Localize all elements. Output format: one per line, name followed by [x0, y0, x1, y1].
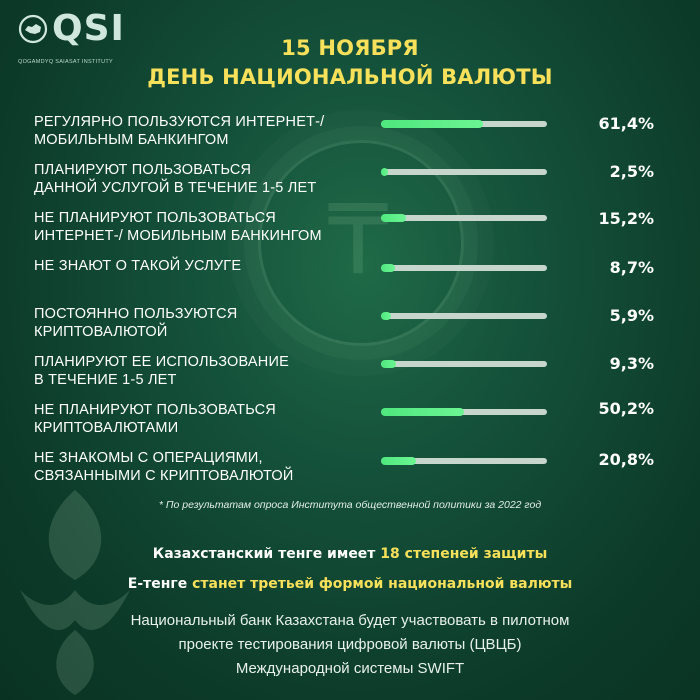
stat-value: 2,5% — [609, 162, 654, 181]
stat-value: 15,2% — [598, 209, 654, 228]
bar-fill — [381, 214, 406, 222]
bar-track — [381, 361, 547, 367]
tenge-symbol-icon: ₸ — [327, 184, 389, 296]
fact-protection-highlight: 18 степеней защиты — [380, 546, 548, 562]
fact-etenge — [0, 576, 700, 592]
stat-label: ПОСТОЯННО ПОЛЬЗУЮТСЯ КРИПТОВАЛЮТОЙ — [34, 306, 238, 340]
bar-track — [381, 458, 547, 464]
stat-label: РЕГУЛЯРНО ПОЛЬЗУЮТСЯ ИНТЕРНЕТ-/ МОБИЛЬНЫМ БАНКИНГОМ — [34, 114, 325, 148]
stat-row — [0, 305, 700, 355]
stat-row — [0, 257, 700, 307]
pilot-line: проекте тестирования цифровой валюты (ЦВЦБ) — [178, 636, 522, 653]
bar-track — [381, 409, 547, 415]
footnote: * По результатам опроса Института общественной политики за 2022 год — [158, 499, 542, 511]
bar-fill — [381, 457, 416, 465]
fact-protection — [0, 546, 700, 562]
stat-label: НЕ ЗНАЮТ О ТАКОЙ УСЛУГЕ — [34, 258, 242, 274]
bar-fill — [381, 360, 396, 368]
logo-letters: QSI — [52, 8, 125, 49]
stat-label: НЕ ПЛАНИРУЮТ ПОЛЬЗОВАТЬСЯ ИНТЕРНЕТ-/ МОБИЛЬНЫМ БАНКИНГОМ — [34, 210, 322, 244]
title-holiday: ДЕНЬ НАЦИОНАЛЬНОЙ ВАЛЮТЫ — [147, 65, 553, 89]
stat-label: НЕ ПЛАНИРУЮТ ПОЛЬЗОВАТЬСЯ КРИПТОВАЛЮТАМИ — [34, 402, 276, 436]
page-title — [0, 34, 700, 92]
stat-row — [0, 113, 700, 163]
fact-etenge-highlight: станет третьей формой национальной валюты — [192, 576, 573, 592]
stat-value: 8,7% — [609, 258, 654, 277]
bar-track — [381, 121, 547, 127]
pilot-line: Национальный банк Казахстана будет участвовать в пилотном — [130, 612, 570, 629]
stat-row — [0, 353, 700, 403]
stat-label: НЕ ЗНАКОМЫ С ОПЕРАЦИЯМИ, СВЯЗАННЫМИ С КРИПТОВАЛЮТОЙ — [34, 450, 294, 484]
stat-row — [0, 209, 700, 259]
stat-value: 5,9% — [609, 306, 654, 325]
bar-fill — [381, 168, 388, 176]
stat-label: ПЛАНИРУЮТ ПОЛЬЗОВАТЬСЯ ДАННОЙ УСЛУГОЙ В ТЕЧЕНИЕ 1-5 ЛЕТ — [34, 162, 317, 196]
bar-fill — [381, 120, 483, 128]
bar-fill — [381, 408, 464, 416]
stat-value: 20,8% — [598, 450, 654, 469]
bar-track — [381, 215, 547, 221]
bar-track — [381, 265, 547, 271]
fact-etenge-text: Е-тенге — [127, 576, 193, 592]
stat-row — [0, 161, 700, 211]
title-date: 15 НОЯБРЯ — [281, 36, 419, 60]
bar-track — [381, 169, 547, 175]
bar-fill — [381, 312, 391, 320]
bar-fill — [381, 264, 395, 272]
stat-row — [0, 401, 700, 451]
pilot-line: Международной системы SWIFT — [235, 660, 465, 677]
logo-subtitle: QOGAMDYQ SAIASAT INSTITUTY — [18, 59, 113, 65]
stat-value: 50,2% — [598, 399, 654, 418]
pilot-paragraph — [0, 609, 700, 681]
stat-value: 61,4% — [598, 114, 654, 133]
stat-value: 9,3% — [609, 354, 654, 373]
fact-protection-text: Казахстанский тенге имеет — [152, 546, 381, 562]
stat-row — [0, 449, 700, 499]
bar-track — [381, 313, 547, 319]
stat-label: ПЛАНИРУЮТ ЕЕ ИСПОЛЬЗОВАНИЕ В ТЕЧЕНИЕ 1-5 ЛЕТ — [34, 354, 289, 388]
